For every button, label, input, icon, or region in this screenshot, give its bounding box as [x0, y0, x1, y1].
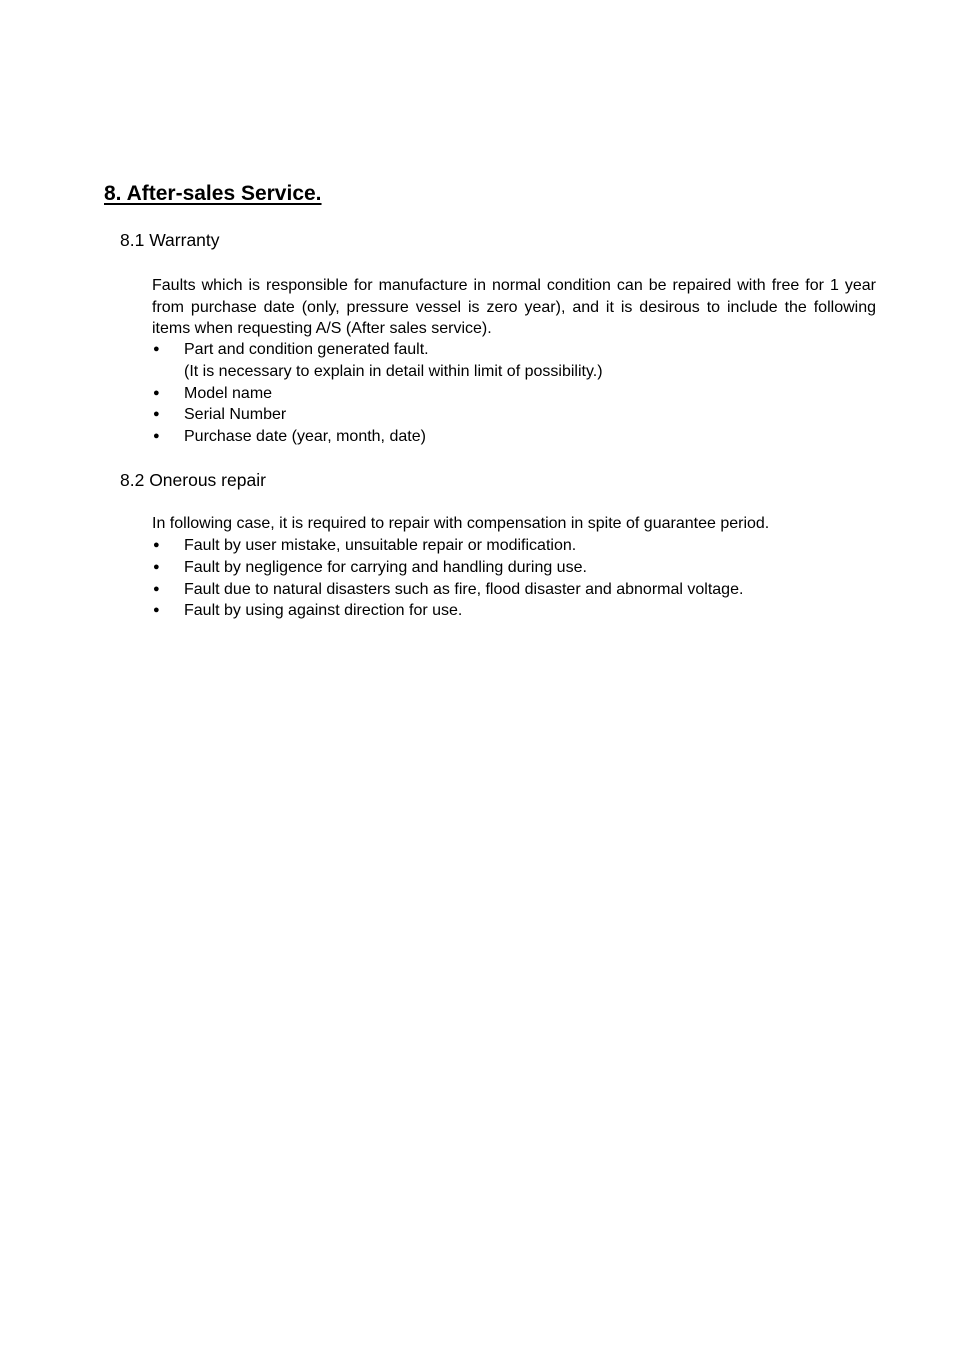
bullet-icon: ●: [153, 539, 160, 551]
list-item: [152, 579, 876, 601]
page-title: 8. After-sales Service.: [104, 182, 322, 205]
list-item-text: Purchase date (year, month, date): [184, 428, 426, 446]
list-item: [152, 600, 876, 622]
bullet-icon: ●: [153, 343, 160, 355]
list-item-text: Model name: [184, 384, 273, 402]
onerous-repair-paragraph: In following case, it is required to repair with compensation in spite of guarantee period.: [152, 515, 770, 532]
list-item: [152, 535, 876, 557]
list-item-text: Fault by user mistake, unsuitable repair or modification.: [184, 537, 577, 554]
list-item: [152, 383, 876, 405]
bullet-icon: ●: [153, 582, 160, 595]
warranty-item-list: [152, 339, 876, 448]
bullet-icon: ●: [153, 408, 160, 421]
list-item-note: (It is necessary to explain in detail within limit of possibility.): [184, 362, 603, 380]
bullet-icon: ●: [153, 560, 160, 573]
bullet-icon: ●: [153, 386, 160, 399]
section-heading-onerous-repair: 8.2 Onerous repair: [120, 470, 266, 490]
section-heading-warranty: 8.1 Warranty: [120, 230, 220, 250]
list-item: [152, 426, 876, 448]
list-item: [152, 404, 876, 426]
onerous-repair-item-list: [152, 535, 876, 622]
list-item: [152, 557, 876, 579]
bullet-icon: ●: [153, 604, 160, 617]
list-item-text: Part and condition generated fault.: [184, 341, 429, 358]
list-item-text: Serial Number: [184, 406, 287, 424]
bullet-icon: ●: [153, 430, 160, 443]
list-item-text: Fault by using against direction for use.: [184, 602, 463, 620]
list-item-text: Fault by negligence for carrying and handling during use.: [184, 558, 587, 576]
warranty-paragraph: Faults which is responsible for manufacture in normal condition can be repaired with free for 1 year from purchase date (only, pressure vessel is zero year), and it is desirous to include the following items when requesting A/S (After sales service).: [152, 277, 876, 338]
list-item: [152, 339, 876, 383]
list-item-text: Fault due to natural disasters such as fire, flood disaster and abnormal voltage.: [184, 580, 744, 598]
